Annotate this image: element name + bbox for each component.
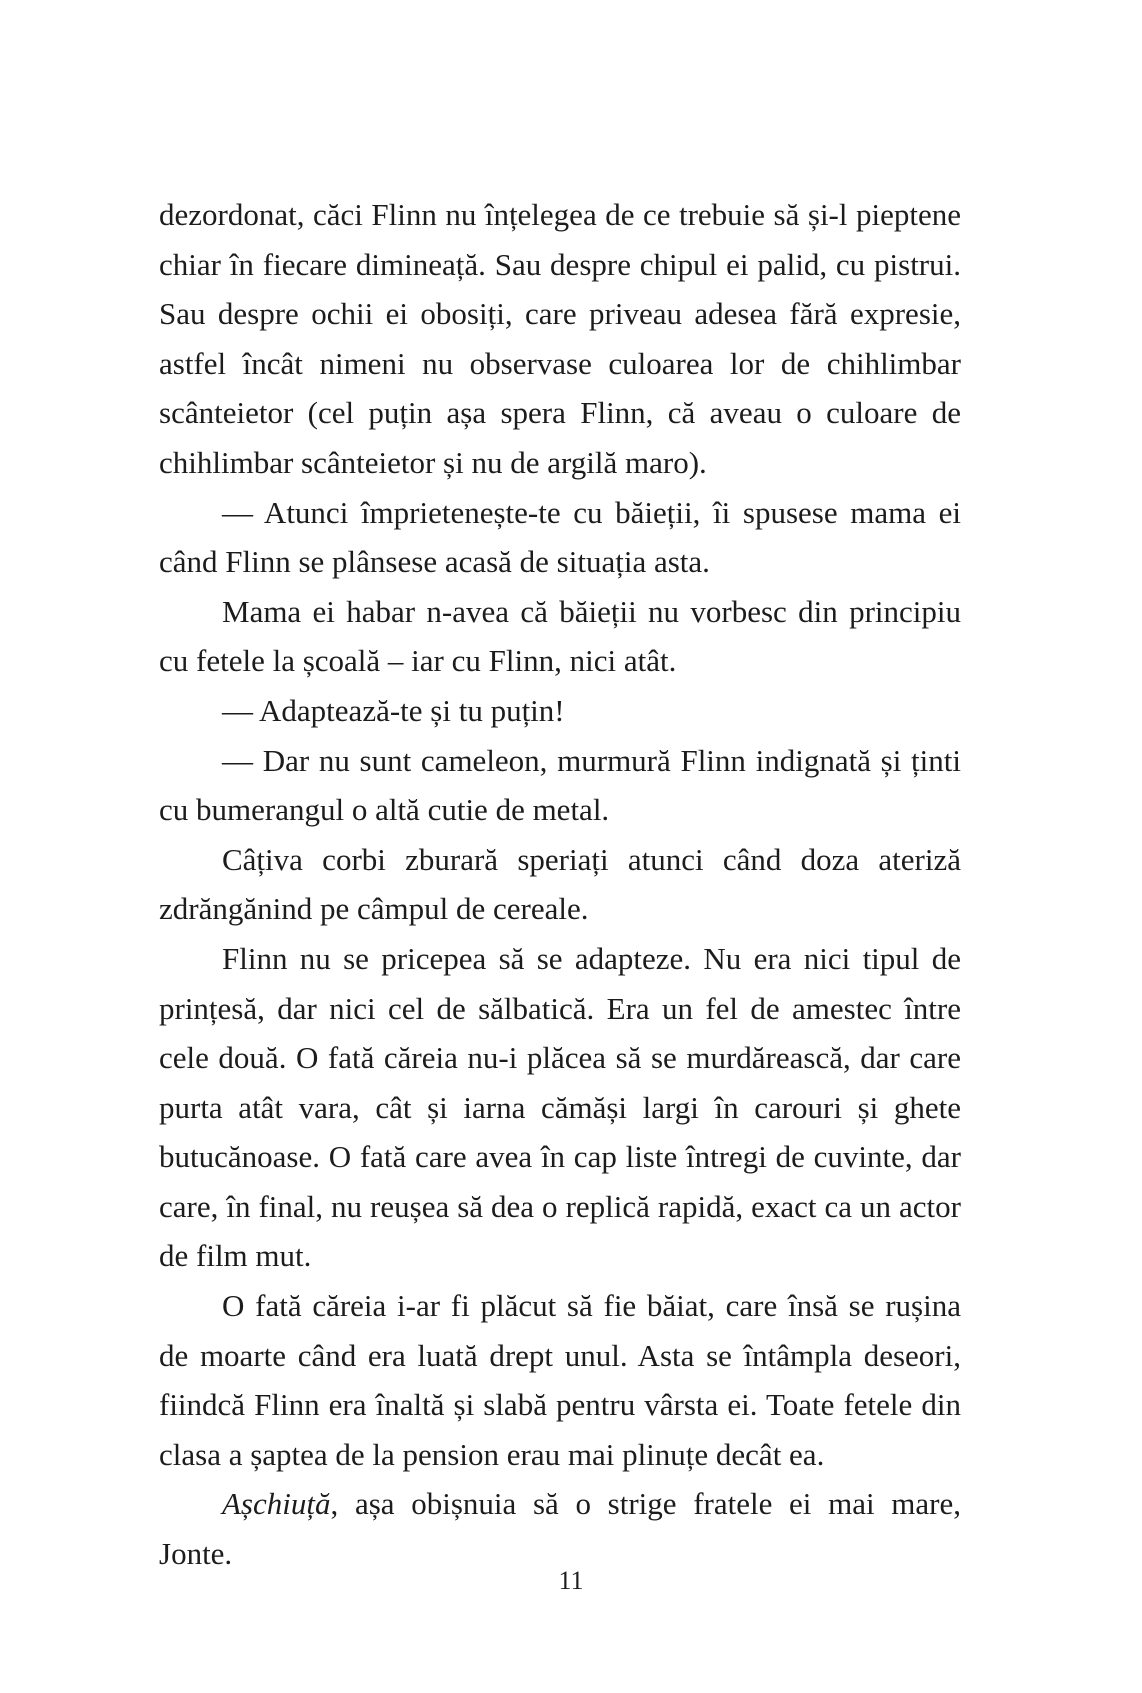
page-body	[159, 190, 961, 1579]
paragraph: — Atunci împrietenește-te cu băieții, îi spusese mama ei când Flinn se plânsese acasă de situația asta.	[159, 494, 961, 580]
page-number: 11	[558, 1566, 584, 1595]
paragraph: — Adaptează-te și tu puțin!	[222, 692, 565, 728]
italic-nickname: Așchiuță	[222, 1486, 331, 1522]
paragraph: dezordonat, căci Flinn nu înțelegea de ce trebuie să și-l pieptene chiar în fiecare dimineață. Sau despre chipul ei palid, cu pistrui. Sau despre ochii ei obosiți, care priveau adesea fără expresie, astfel încât nimeni nu observase culoarea lor de chihlimbar scânteietor (cel puțin așa spera Flinn, că aveau o culoare de chihlimbar scânteietor și nu de argilă maro).	[159, 197, 961, 480]
last-paragraph-text: , așa obișnuia să o strige fratele ei mai mare, Jonte.	[159, 1486, 961, 1572]
paragraph: Flinn nu se pricepea să se adapteze. Nu era nici tipul de prințesă, dar nici cel de sălbatică. Era un fel de amestec între cele două. O fată căreia nu-i plăcea să se murdărească, dar care purta atât vara, cât și iarna cămăși largi în carouri și ghete butucănoase. O fată care avea în cap liste întregi de cuvinte, dar care, în final, nu reușea să dea o replică rapidă, exact ca un actor de film mut.	[159, 940, 961, 1274]
paragraph: — Dar nu sunt cameleon, murmură Flinn indignată și ținti cu bumerangul o altă cutie de metal.	[159, 742, 961, 828]
paragraph: Câțiva corbi zburară speriați atunci când doza ateriză zdrăngănind pe câmpul de cereale.	[159, 841, 961, 927]
last-paragraph	[159, 1479, 961, 1578]
paragraph: Mama ei habar n-avea că băieții nu vorbesc din principiu cu fetele la școală – iar cu Flinn, nici atât.	[159, 593, 961, 679]
paragraph: O fată căreia i-ar fi plăcut să fie băiat, care însă se rușina de moarte când era luată drept unul. Asta se întâmpla deseori, fiindcă Flinn era înaltă și slabă pentru vârsta ei. Toate fetele din clasa a șaptea de la pension erau mai plinuțe decât ea.	[159, 1288, 961, 1472]
